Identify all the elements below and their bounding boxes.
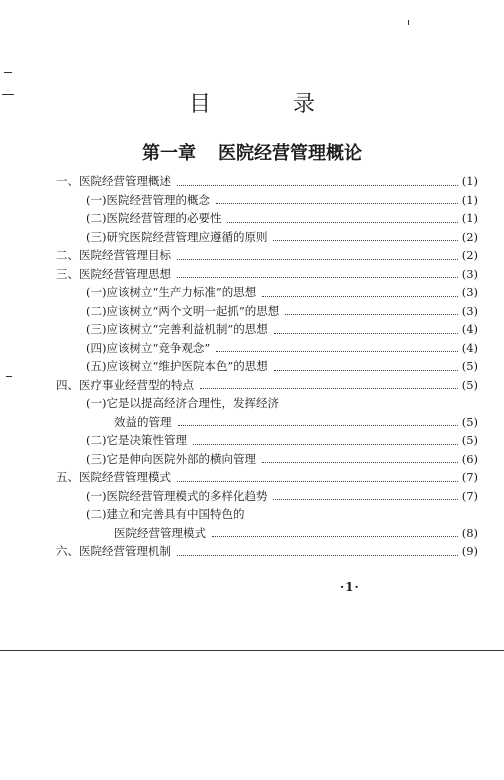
toc-entry (56, 413, 478, 432)
scan-speck (4, 72, 12, 73)
dot-leader (274, 332, 458, 334)
toc-entry-title: 一、医院经营管理概述 (56, 174, 171, 188)
dot-leader (212, 535, 458, 537)
toc-entry (56, 468, 478, 487)
toc-entry-title: 三、医院经营管理思想 (56, 266, 171, 281)
toc-entry-page: (9) (461, 544, 478, 558)
toc-entry (56, 505, 478, 524)
toc-entry-title: (一)应该树立“生产力标准”的思想 (86, 285, 257, 299)
page-title: 目 录 (188, 92, 345, 117)
dot-leader (177, 480, 458, 482)
toc-entry (56, 376, 478, 395)
toc-entry-title: (五)应该树立“维护医院本色”的思想 (86, 359, 268, 373)
toc-entry-title: (一)医院经营管理的概念 (86, 192, 210, 207)
toc-entry (56, 228, 478, 247)
toc-entry (56, 431, 478, 450)
dot-leader (216, 350, 457, 352)
toc-entry-title: (二)应该树立“两个文明一起抓”的思想 (86, 303, 280, 318)
toc-entry-title: (三)研究医院经营管理应遵循的原则 (86, 229, 268, 244)
toc-entry (56, 209, 478, 228)
toc-entry-title: (一)医院经营管理模式的多样化趋势 (86, 488, 268, 503)
chapter-heading (0, 143, 504, 165)
toc-entry-page: (4) (461, 322, 478, 336)
page-number: ·1· (340, 580, 360, 594)
dot-leader (274, 369, 458, 371)
toc-entry-page: (8) (461, 525, 478, 540)
toc-entry-title: 效益的管理 (114, 414, 172, 429)
dot-leader (193, 443, 458, 445)
toc-entry (56, 191, 478, 210)
toc-entry (56, 302, 478, 321)
toc-entry (56, 320, 478, 339)
dot-leader (200, 387, 458, 389)
toc-entry (56, 339, 478, 358)
toc-entry-page: (2) (461, 248, 478, 262)
toc-entry (56, 394, 478, 413)
dot-leader (177, 554, 458, 556)
toc-entry-title: 六、医院经营管理机制 (56, 544, 171, 558)
scan-speck (6, 376, 12, 377)
toc-entry (56, 283, 478, 302)
toc-entry-page: (7) (461, 470, 478, 484)
dot-leader (285, 313, 457, 315)
toc-entry-title: (二)医院经营管理的必要性 (86, 211, 222, 225)
toc-entry (56, 357, 478, 376)
toc-entry-page: (7) (461, 488, 478, 503)
toc-entry (56, 542, 478, 561)
toc-entry-page: (3) (461, 266, 478, 281)
toc-entry-page: (1) (461, 211, 478, 225)
toc-entry (56, 450, 478, 469)
toc-entry (56, 172, 478, 191)
toc-entry (56, 246, 478, 265)
chapter-number: 第一章 (142, 143, 196, 164)
toc-entry-page: (1) (461, 174, 478, 188)
toc-entry-title: (四)应该树立“竞争观念” (86, 340, 211, 355)
toc-entry-page: (4) (461, 340, 478, 355)
toc-entry-title: 二、医院经营管理目标 (56, 248, 171, 262)
dot-leader (178, 424, 458, 426)
toc-entry-page: (3) (461, 303, 478, 318)
toc-entry-title: 四、医疗事业经营型的特点 (56, 377, 194, 392)
toc-entry-page: (3) (461, 285, 478, 299)
toc-entry-title: (三)应该树立“完善利益机制”的思想 (86, 322, 268, 336)
toc-entry-page: (6) (461, 451, 478, 466)
dot-leader (177, 184, 458, 186)
dot-leader (262, 461, 458, 463)
bottom-divider (0, 650, 504, 651)
toc-entry (56, 524, 478, 543)
toc-entry-title: (一)它是以提高经济合理性，发挥经济 (86, 396, 279, 410)
dot-leader (262, 295, 457, 297)
toc-entry-title: 五、医院经营管理模式 (56, 470, 171, 484)
scan-speck (2, 94, 14, 95)
toc-entry-page: (1) (461, 192, 478, 207)
toc-entry-title: (二)它是决策性管理 (86, 433, 187, 447)
dot-leader (227, 221, 457, 223)
dot-leader (177, 276, 458, 278)
table-of-contents (56, 172, 478, 561)
dot-leader (177, 258, 458, 260)
toc-entry-title: 医院经营管理模式 (114, 525, 206, 540)
chapter-name: 医院经营管理概论 (218, 143, 362, 164)
toc-entry-page: (5) (461, 359, 478, 373)
toc-entry-title: (三)它是伸向医院外部的横向管理 (86, 451, 256, 466)
toc-entry-page: (2) (461, 229, 478, 244)
dot-leader (273, 498, 457, 500)
toc-entry-title: (二)建立和完善具有中国特色的 (86, 507, 245, 521)
toc-entry-page: (5) (461, 377, 478, 392)
dot-leader (273, 239, 457, 241)
toc-entry (56, 487, 478, 506)
dot-leader (216, 202, 458, 204)
toc-entry-page: (5) (461, 433, 478, 447)
toc-entry (56, 265, 478, 284)
scan-speck (408, 20, 409, 25)
toc-entry-page: (5) (461, 414, 478, 429)
